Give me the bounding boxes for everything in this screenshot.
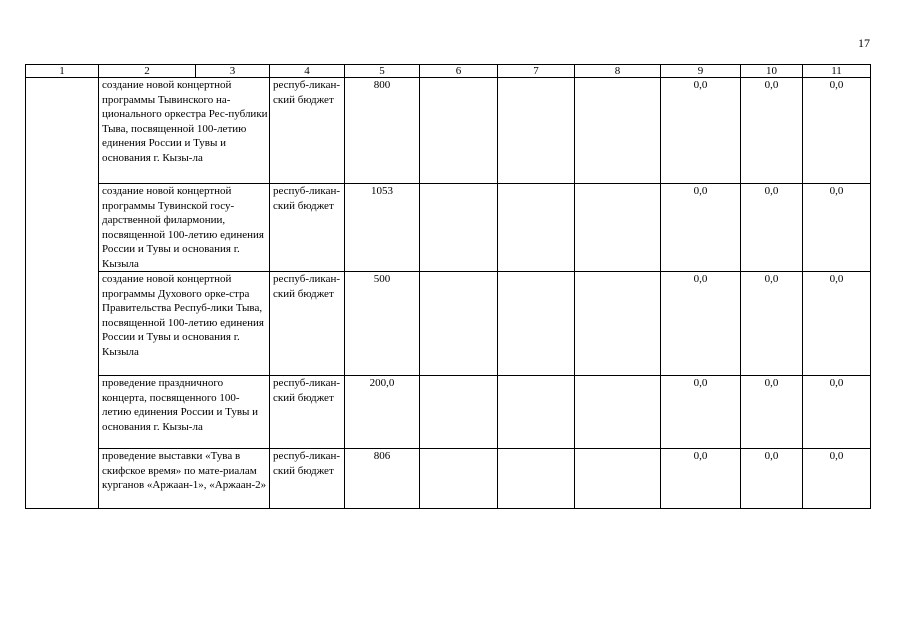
empty-cell	[498, 449, 575, 509]
table-row	[26, 376, 871, 449]
header-cell-1: 1	[26, 65, 99, 78]
value-cell-9: 0,0	[661, 184, 741, 272]
empty-cell	[575, 272, 661, 376]
value-cell-11: 0,0	[803, 376, 871, 449]
table-row	[26, 78, 871, 184]
event-description: проведение праздничного концерта, посвященного 100-летию единения России и Тувы и основания г. Кызы-ла	[99, 376, 270, 449]
value-cell-11: 0,0	[803, 449, 871, 509]
amount-cell: 500	[345, 272, 420, 376]
value-cell-9: 0,0	[661, 376, 741, 449]
funding-source: респуб-ликан-ский бюджет	[270, 376, 345, 449]
empty-cell	[498, 184, 575, 272]
value-cell-9: 0,0	[661, 78, 741, 184]
amount-cell: 200,0	[345, 376, 420, 449]
table-row	[26, 184, 871, 272]
empty-cell	[420, 272, 498, 376]
budget-table	[25, 64, 871, 509]
empty-cell	[575, 376, 661, 449]
empty-cell	[420, 78, 498, 184]
header-cell-7: 7	[498, 65, 575, 78]
value-cell-9: 0,0	[661, 449, 741, 509]
amount-cell: 1053	[345, 184, 420, 272]
empty-cell	[575, 184, 661, 272]
value-cell-11: 0,0	[803, 184, 871, 272]
empty-cell	[575, 78, 661, 184]
empty-cell	[575, 449, 661, 509]
empty-cell	[498, 272, 575, 376]
header-cell-3: 3	[196, 65, 270, 78]
funding-source: респуб-ликан-ский бюджет	[270, 272, 345, 376]
header-row	[26, 65, 871, 78]
empty-cell	[420, 184, 498, 272]
value-cell-10: 0,0	[741, 376, 803, 449]
funding-source: респуб-ликан-ский бюджет	[270, 78, 345, 184]
amount-cell: 800	[345, 78, 420, 184]
empty-cell	[420, 376, 498, 449]
funding-source: респуб-ликан-ский бюджет	[270, 449, 345, 509]
value-cell-11: 0,0	[803, 78, 871, 184]
table-row	[26, 449, 871, 509]
header-cell-2: 2	[99, 65, 196, 78]
event-description: проведение выставки «Тува в скифское время» по мате-риалам курганов «Аржаан-1», «Аржаан-2»	[99, 449, 270, 509]
header-cell-5: 5	[345, 65, 420, 78]
event-description: создание новой концертной программы Духового орке-стра Правительства Респуб-лики Тыва, посвященной 100-летию единения России и Тувы и основания г. Кызыла	[99, 272, 270, 376]
table-row	[26, 272, 871, 376]
value-cell-11: 0,0	[803, 272, 871, 376]
empty-cell	[420, 449, 498, 509]
funding-source: респуб-ликан-ский бюджет	[270, 184, 345, 272]
empty-cell	[498, 78, 575, 184]
header-cell-4: 4	[270, 65, 345, 78]
amount-cell: 806	[345, 449, 420, 509]
row-group-cell	[26, 78, 99, 509]
header-cell-9: 9	[661, 65, 741, 78]
event-description: создание новой концертной программы Тывинского на-ционального оркестра Рес-публики Тыва, посвященной 100-летию единения России и Тувы и основания г. Кызы-ла	[99, 78, 270, 184]
value-cell-10: 0,0	[741, 184, 803, 272]
header-cell-10: 10	[741, 65, 803, 78]
value-cell-10: 0,0	[741, 449, 803, 509]
value-cell-10: 0,0	[741, 78, 803, 184]
page-number: 17	[858, 36, 870, 50]
header-cell-8: 8	[575, 65, 661, 78]
header-cell-11: 11	[803, 65, 871, 78]
value-cell-9: 0,0	[661, 272, 741, 376]
empty-cell	[498, 376, 575, 449]
header-cell-6: 6	[420, 65, 498, 78]
event-description: создание новой концертной программы Тувинской госу-дарственной филармонии, посвященной 100-летию единения России и Тувы и основания г. Кызыла	[99, 184, 270, 272]
value-cell-10: 0,0	[741, 272, 803, 376]
